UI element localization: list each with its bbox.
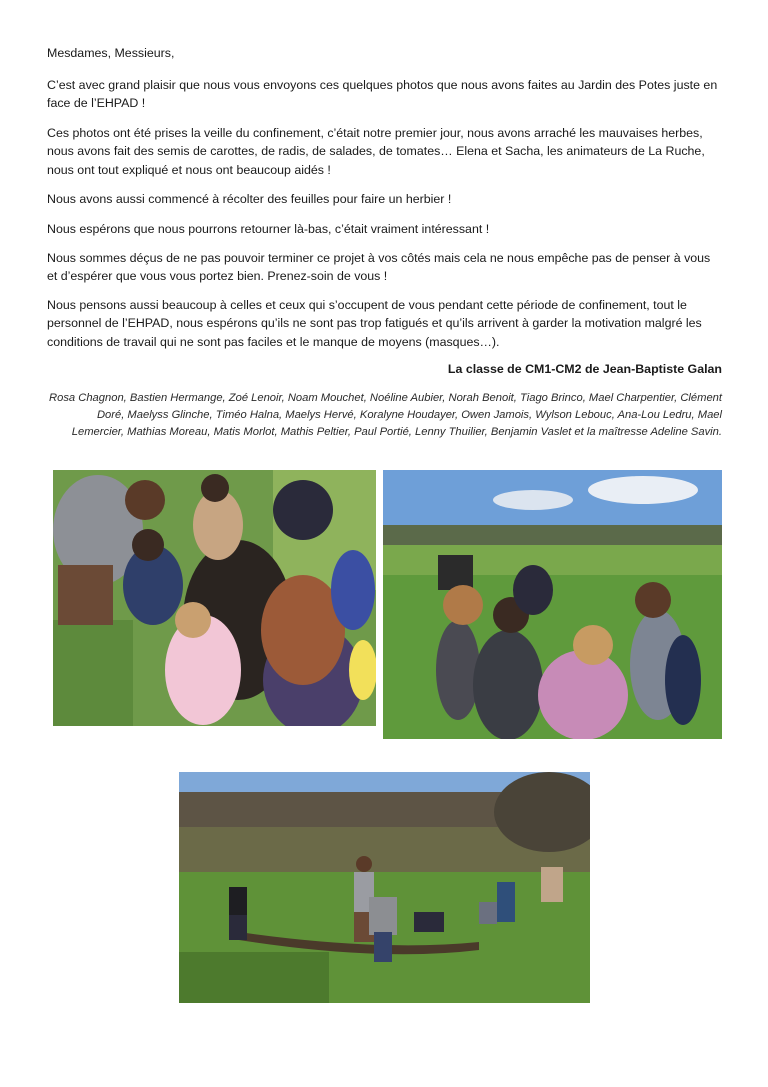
signature: La classe de CM1-CM2 de Jean-Baptiste Galan [447,362,722,376]
paragraph-5: Nous sommes déçus de ne pas pouvoir terminer ce projet à vos côtés mais cela ne nous empêche pas de penser à vous et d’espérer que vous vous portez bien. Prenez-soin de vous ! [47,251,711,284]
photo-children-planting-closeup [53,470,376,726]
paragraph-2: Ces photos ont été prises la veille du confinement, c’était notre premier jour, nous avons arraché les mauvaises herbes, nous avons fait des semis de carottes, de radis, de salades, de tomates… Elena et Sacha, les animateurs de La Ruche, nous ont tout expliqué et nous ont beaucoup aidés ! [47,126,705,177]
paragraph-4: Nous espérons que nous pourrons retourner là-bas, c’était vraiment intéressant ! [47,222,490,236]
greeting: Mesdames, Messieurs, [47,46,175,60]
student-names: Rosa Chagnon, Bastien Hermange, Zoé Lenoir, Noam Mouchet, Noéline Aubier, Norah Benoit, Tiago Brinco, Mael Charpentier, Clément Doré, Maelyss Glinche, Timéo Halna, Maelys Hervé, Koralyne Houdayer, Owen Jamois, Wylson Lebouc, Ana-Lou Ledru, Mael Lemercier, Mathias Moreau, Matis Morlot, Mathis Peltier, Paul Portié, Lenny Thuilier, Benjamin Vaslet et la maîtresse Adeline Savin. [49,392,722,439]
photo-children-garden-field [383,470,722,739]
photo-garden-wide-view [179,772,590,1003]
paragraph-1: C’est avec grand plaisir que nous vous envoyons ces quelques photos que nous avons faites au Jardin des Potes juste en face de l’EHPAD ! [47,78,718,111]
paragraph-3: Nous avons aussi commencé à récolter des feuilles pour faire un herbier ! [47,192,452,206]
paragraph-6: Nous pensons aussi beaucoup à celles et ceux qui s’occupent de vous pendant cette période de confinement, tout le personnel de l’EHPAD, nous espérons qu’ils ne sont pas trop fatigués et qu’ils arrivent à garder la motivation malgré les conditions de travail qui ne sont pas faciles et le manque de moyens (masques…). [47,298,702,349]
